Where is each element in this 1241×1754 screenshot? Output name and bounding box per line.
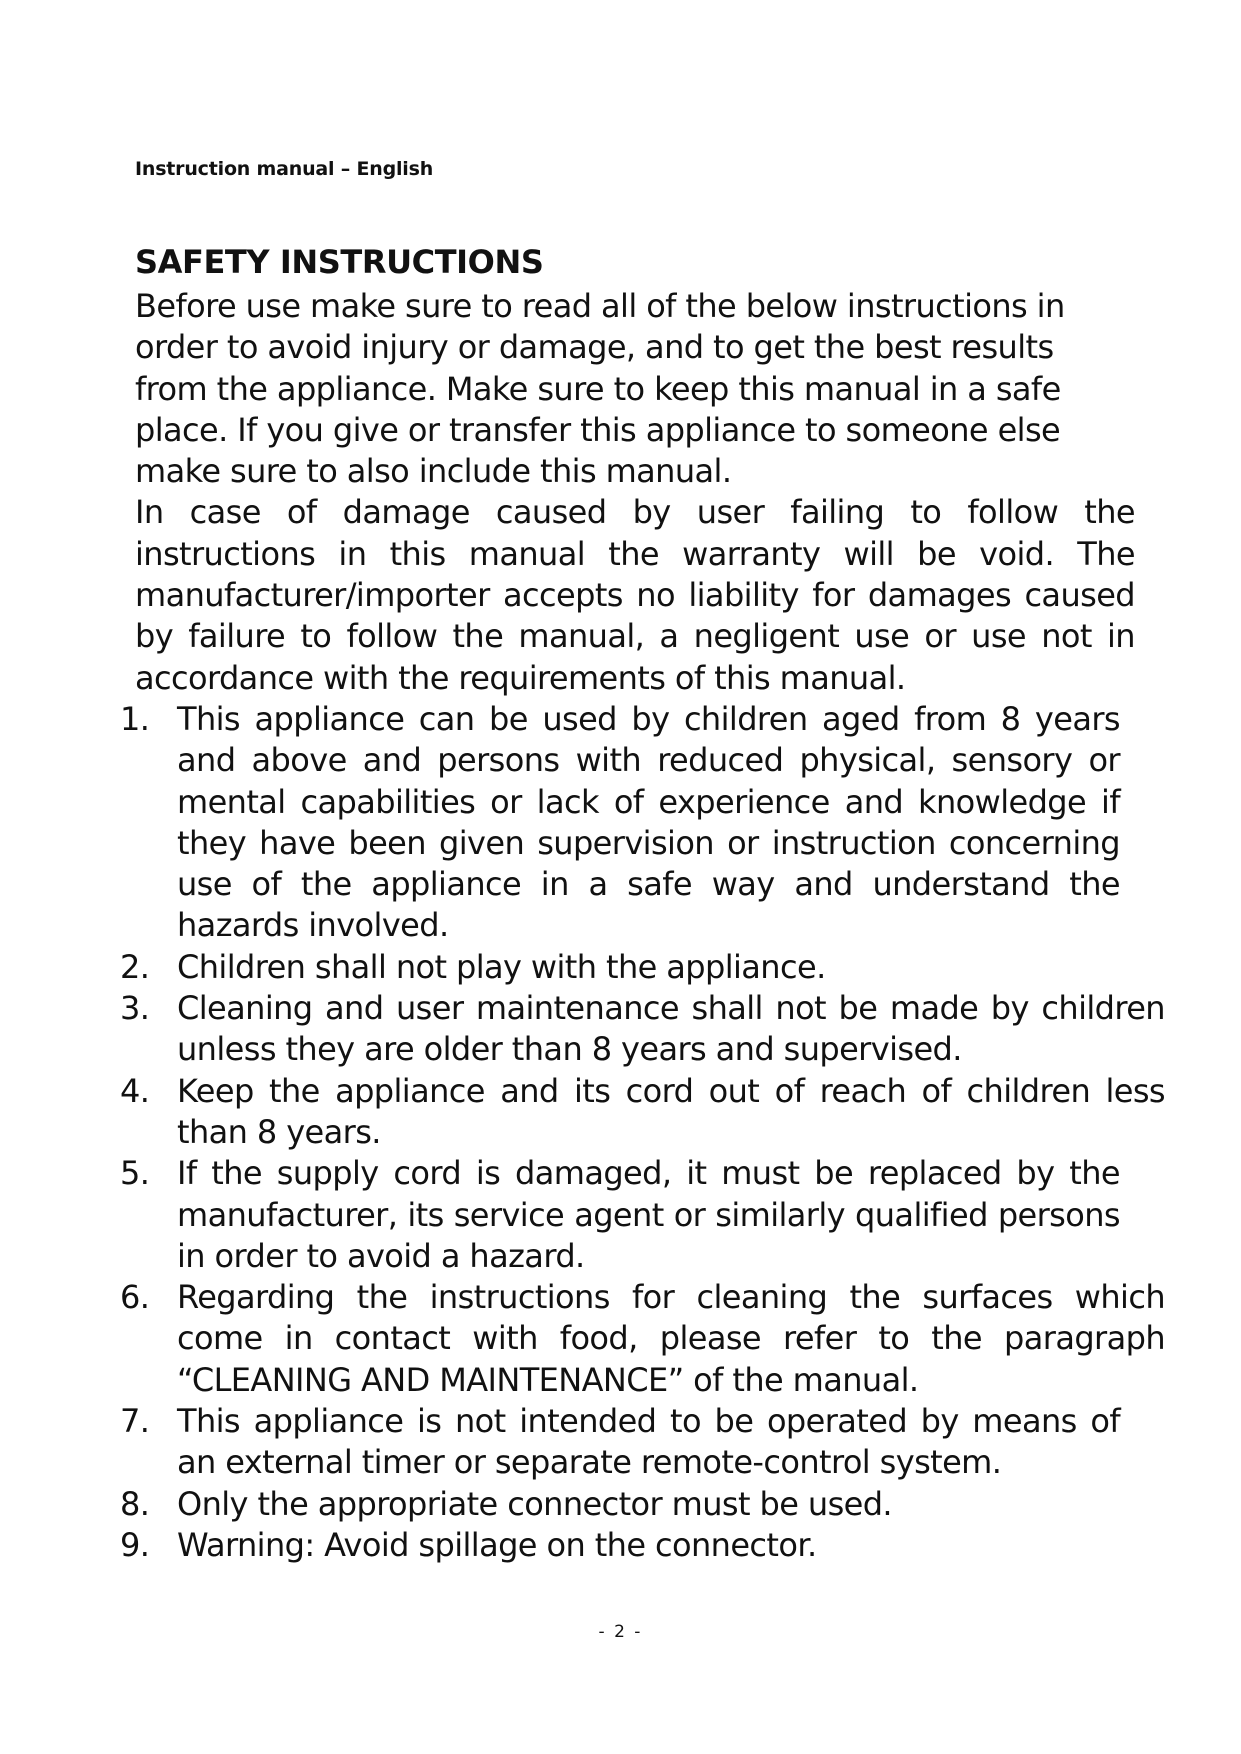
list-item-number: 6. (120, 1278, 150, 1317)
list-item (120, 1401, 1120, 1484)
document-header: Instruction manual – English (135, 158, 434, 180)
list-item-number: 1. (120, 699, 150, 738)
list-item-text: This appliance can be used by children aged from 8 years and above and persons with reduced physical, sensory or mental capabilities or lack of experience and knowledge if they have been given supervision or instruction concerning use of the appliance in a safe way and understand the hazards involved. (177, 699, 1120, 945)
list-item-text: This appliance is not intended to be operated by means of an external timer or separate remote-control system. (177, 1402, 1120, 1482)
intro-paragraph-2: In case of damage caused by user failing to follow the instructions in this manual the warranty will be void. The manufacturer/importer accepts no liability for damages caused by failure to follow the manual, a negligent use or use not in accordance with the requirements of this manual. (135, 493, 1135, 697)
page-number: - 2 - (598, 1622, 643, 1642)
list-item (120, 1484, 1165, 1525)
list-item-text: Warning: Avoid spillage on the connector. (177, 1525, 817, 1564)
list-item (120, 988, 1165, 1071)
list-item (120, 947, 1165, 988)
list-item-number: 9. (120, 1525, 150, 1564)
list-item-number: 3. (120, 989, 150, 1028)
list-item (120, 1153, 1120, 1277)
list-item-text: Keep the appliance and its cord out of reach of children less than 8 years. (177, 1071, 1165, 1151)
list-item-text: If the supply cord is damaged, it must be replaced by the manufacturer, its service agent or similarly qualified persons in order to avoid a hazard. (177, 1154, 1120, 1275)
list-item-number: 8. (120, 1484, 150, 1523)
list-item-number: 7. (120, 1402, 150, 1441)
list-item (120, 1525, 1165, 1566)
safety-list (120, 699, 1165, 1566)
list-item-text: Children shall not play with the appliance. (177, 947, 826, 986)
list-item-text: Regarding the instructions for cleaning the surfaces which come in contact with food, please refer to the paragraph “CLEANING AND MAINTENANCE” of the manual. (177, 1278, 1165, 1399)
list-item (120, 699, 1120, 947)
list-item-number: 2. (120, 947, 150, 986)
list-item-number: 4. (120, 1071, 150, 1110)
list-item-text: Only the appropriate connector must be used. (177, 1484, 893, 1523)
intro-paragraph-1: Before use make sure to read all of the below instructions in order to avoid injury or damage, and to get the best results from the appliance. Make sure to keep this manual in a safe place. If you give or transfer this appliance to someone else make sure to also include this manual. (135, 287, 1065, 491)
list-item-number: 5. (120, 1154, 150, 1193)
list-item (120, 1277, 1165, 1401)
list-item (120, 1071, 1165, 1154)
list-item-text: Cleaning and user maintenance shall not be made by children unless they are older than 8 years and supervised. (177, 989, 1165, 1069)
section-title: SAFETY INSTRUCTIONS (135, 243, 544, 281)
safety-instructions-section (120, 238, 1165, 1566)
